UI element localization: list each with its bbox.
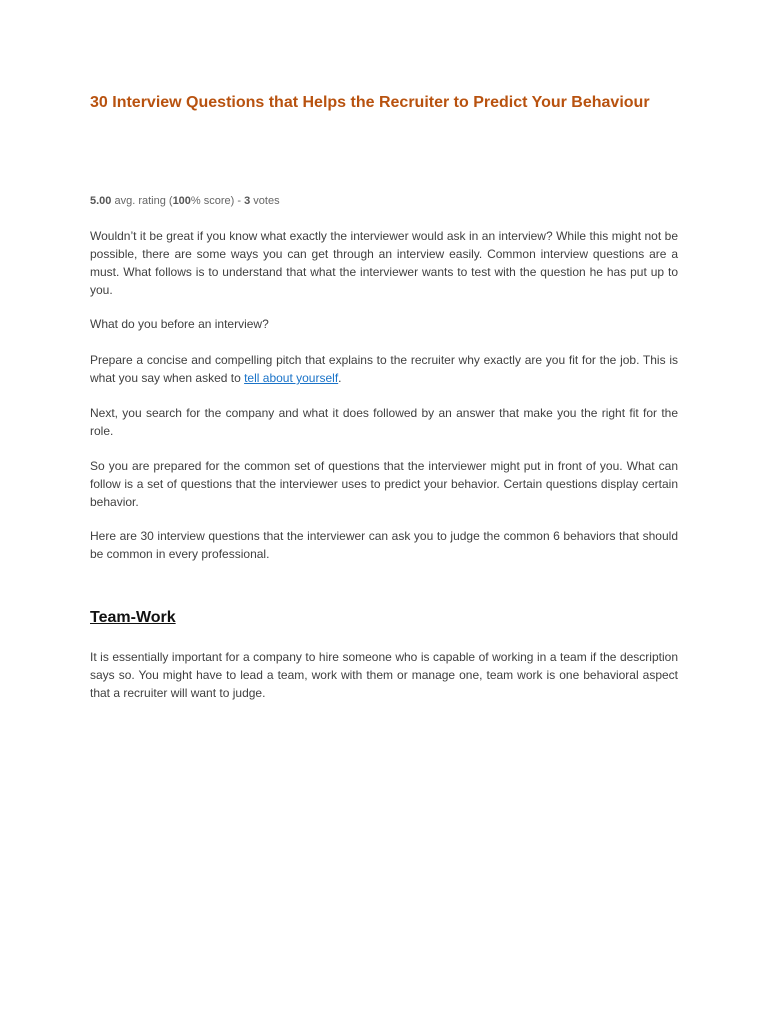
pitch-paragraph	[90, 351, 678, 387]
company-research-paragraph: Next, you search for the company and what it does followed by an answer that make you the right fit for the role.	[90, 406, 678, 438]
rating-votes-label: votes	[250, 195, 280, 207]
document-title: 30 Interview Questions that Helps the Recruiter to Predict Your Behaviour	[90, 94, 650, 111]
rating-score-label: % score) -	[190, 195, 245, 207]
rating-votes: 3	[244, 195, 251, 207]
team-work-paragraph: It is essentially important for a company to hire someone who is capable of working in a team if the description says so. You might have to lead a team, work with them or manage one, team work is one behavioral aspect that a recruiter will want to judge.	[90, 650, 678, 700]
tell-about-yourself-link[interactable]: tell about yourself	[244, 371, 339, 385]
rating-summary	[90, 194, 280, 208]
rating-average: 5.00	[90, 195, 112, 207]
common-questions-paragraph: So you are prepared for the common set of questions that the interviewer might put in front of you. What can follow is a set of questions that the interviewer uses to predict your behavior. Certain questions display certain behavior.	[90, 459, 678, 509]
rating-score: 100	[172, 195, 191, 207]
team-work-heading: Team-Work	[90, 609, 176, 626]
before-interview-question: What do you before an interview?	[90, 317, 269, 331]
intro-paragraph: Wouldn’t it be great if you know what exactly the interviewer would ask in an interview? While this might not be possible, there are some ways you can get through an interview easily. Common interview questions are a must. What follows is to understand that what the interviewer wants to test with the question he has put up to you.	[90, 229, 678, 297]
pitch-paragraph-end: .	[338, 371, 342, 385]
rating-average-label: avg. rating (	[111, 195, 173, 207]
thirty-questions-paragraph: Here are 30 interview questions that the interviewer can ask you to judge the common 6 behaviors that should be common in every professional.	[90, 529, 678, 561]
pitch-paragraph-text: Prepare a concise and compelling pitch that explains to the recruiter why exactly are you fit for the job. This is what you say when asked to	[90, 353, 678, 385]
